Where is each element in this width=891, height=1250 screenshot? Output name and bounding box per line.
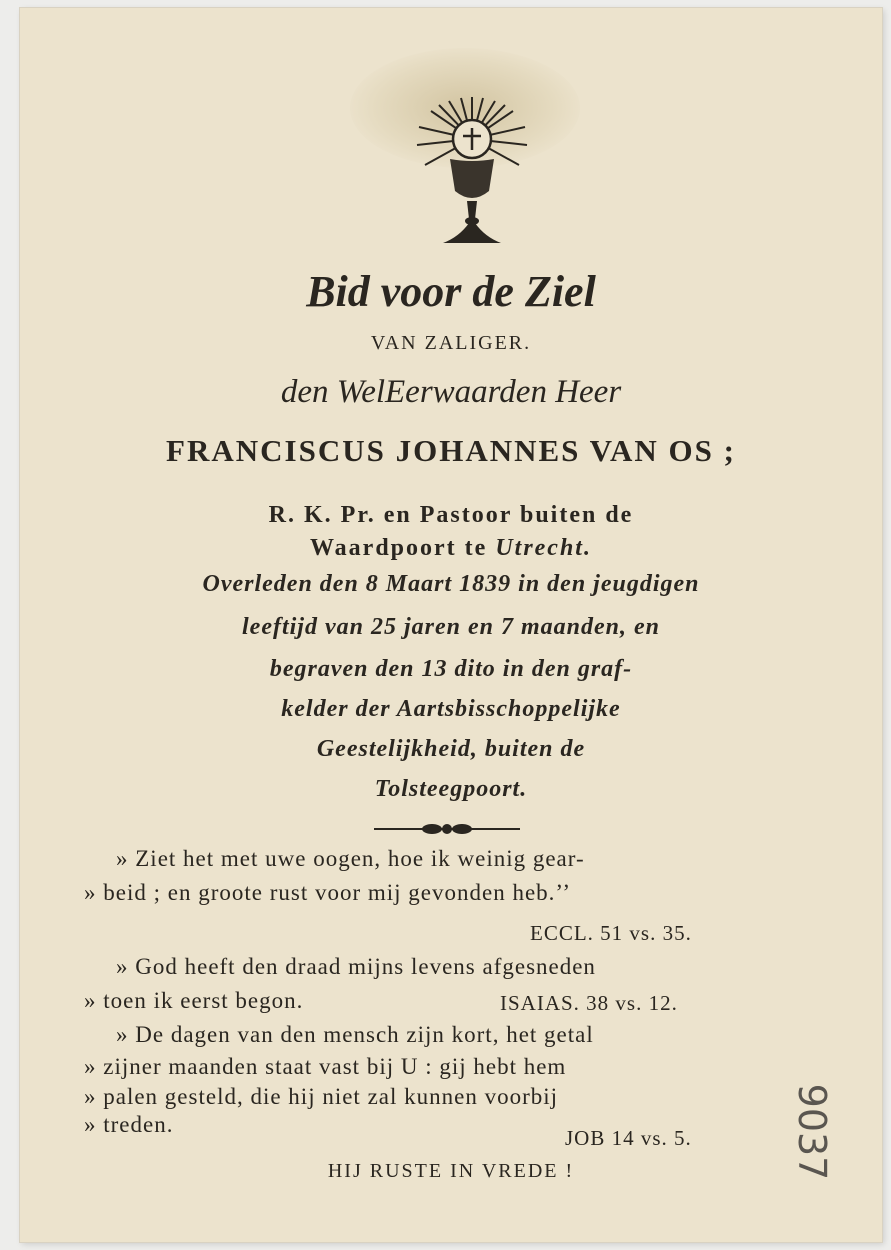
quote-1-line-1: » Ziet het met uwe oogen, hoe ik weinig gear- [116,846,585,871]
catalog-number: 9037 [790,1083,834,1181]
body-line: Tolsteegpoort. [374,776,528,802]
city-name: Utrecht. [495,535,592,561]
quote-3-line-4: » treden. [84,1112,174,1137]
deceased-name: FRANCISCUS JOHANNES VAN OS ; [166,433,736,468]
chalice-host-icon [415,93,530,251]
quote-2-line-1: » God heeft den draad mijns levens afgesneden [116,954,596,979]
body-line: Overleden den 8 Maart 1839 in den jeugdigen [202,571,700,597]
memorial-card [20,8,882,1242]
honorific-line: den WelEerwaarden Heer [280,374,622,410]
ornament-divider-icon [372,820,522,838]
body-line: kelder der Aartsbisschoppelijke [281,696,621,722]
quote-3-line-3: » palen gesteld, die hij niet zal kunnen voorbij [84,1084,559,1109]
body-line: Geestelijkheid, buiten de [316,736,586,762]
office-line-1: R. K. Pr. en Pastoor buiten de [268,502,634,528]
office-line-2-text: Waardpoort te [310,535,496,561]
quote-1-reference: ECCL. 51 vs. 35. [530,921,692,945]
quote-1-line-2: » beid ; en groote rust voor mij gevonden heb.’’ [84,880,572,905]
quote-3-reference: JOB 14 vs. 5. [565,1126,692,1150]
office-line-2 [20,535,882,562]
quote-2-line-2: » toen ik eerst begon. [84,988,304,1013]
quote-2-reference: ISAIAS. 38 vs. 12. [500,991,678,1015]
subtitle: VAN ZALIGER. [370,332,532,354]
body-line: leeftijd van 25 jaren en 7 maanden, en [242,614,660,640]
quote-3-line-1: » De dagen van den mensch zijn kort, het getal [116,1022,594,1047]
body-line: begraven den 13 dito in den graf- [269,656,633,682]
closing-line: HIJ RUSTE IN VREDE ! [327,1160,575,1182]
prayer-title: Bid voor de Ziel [306,267,596,316]
quote-3-line-2: » zijner maanden staat vast bij U : gij hebt hem [84,1054,567,1079]
